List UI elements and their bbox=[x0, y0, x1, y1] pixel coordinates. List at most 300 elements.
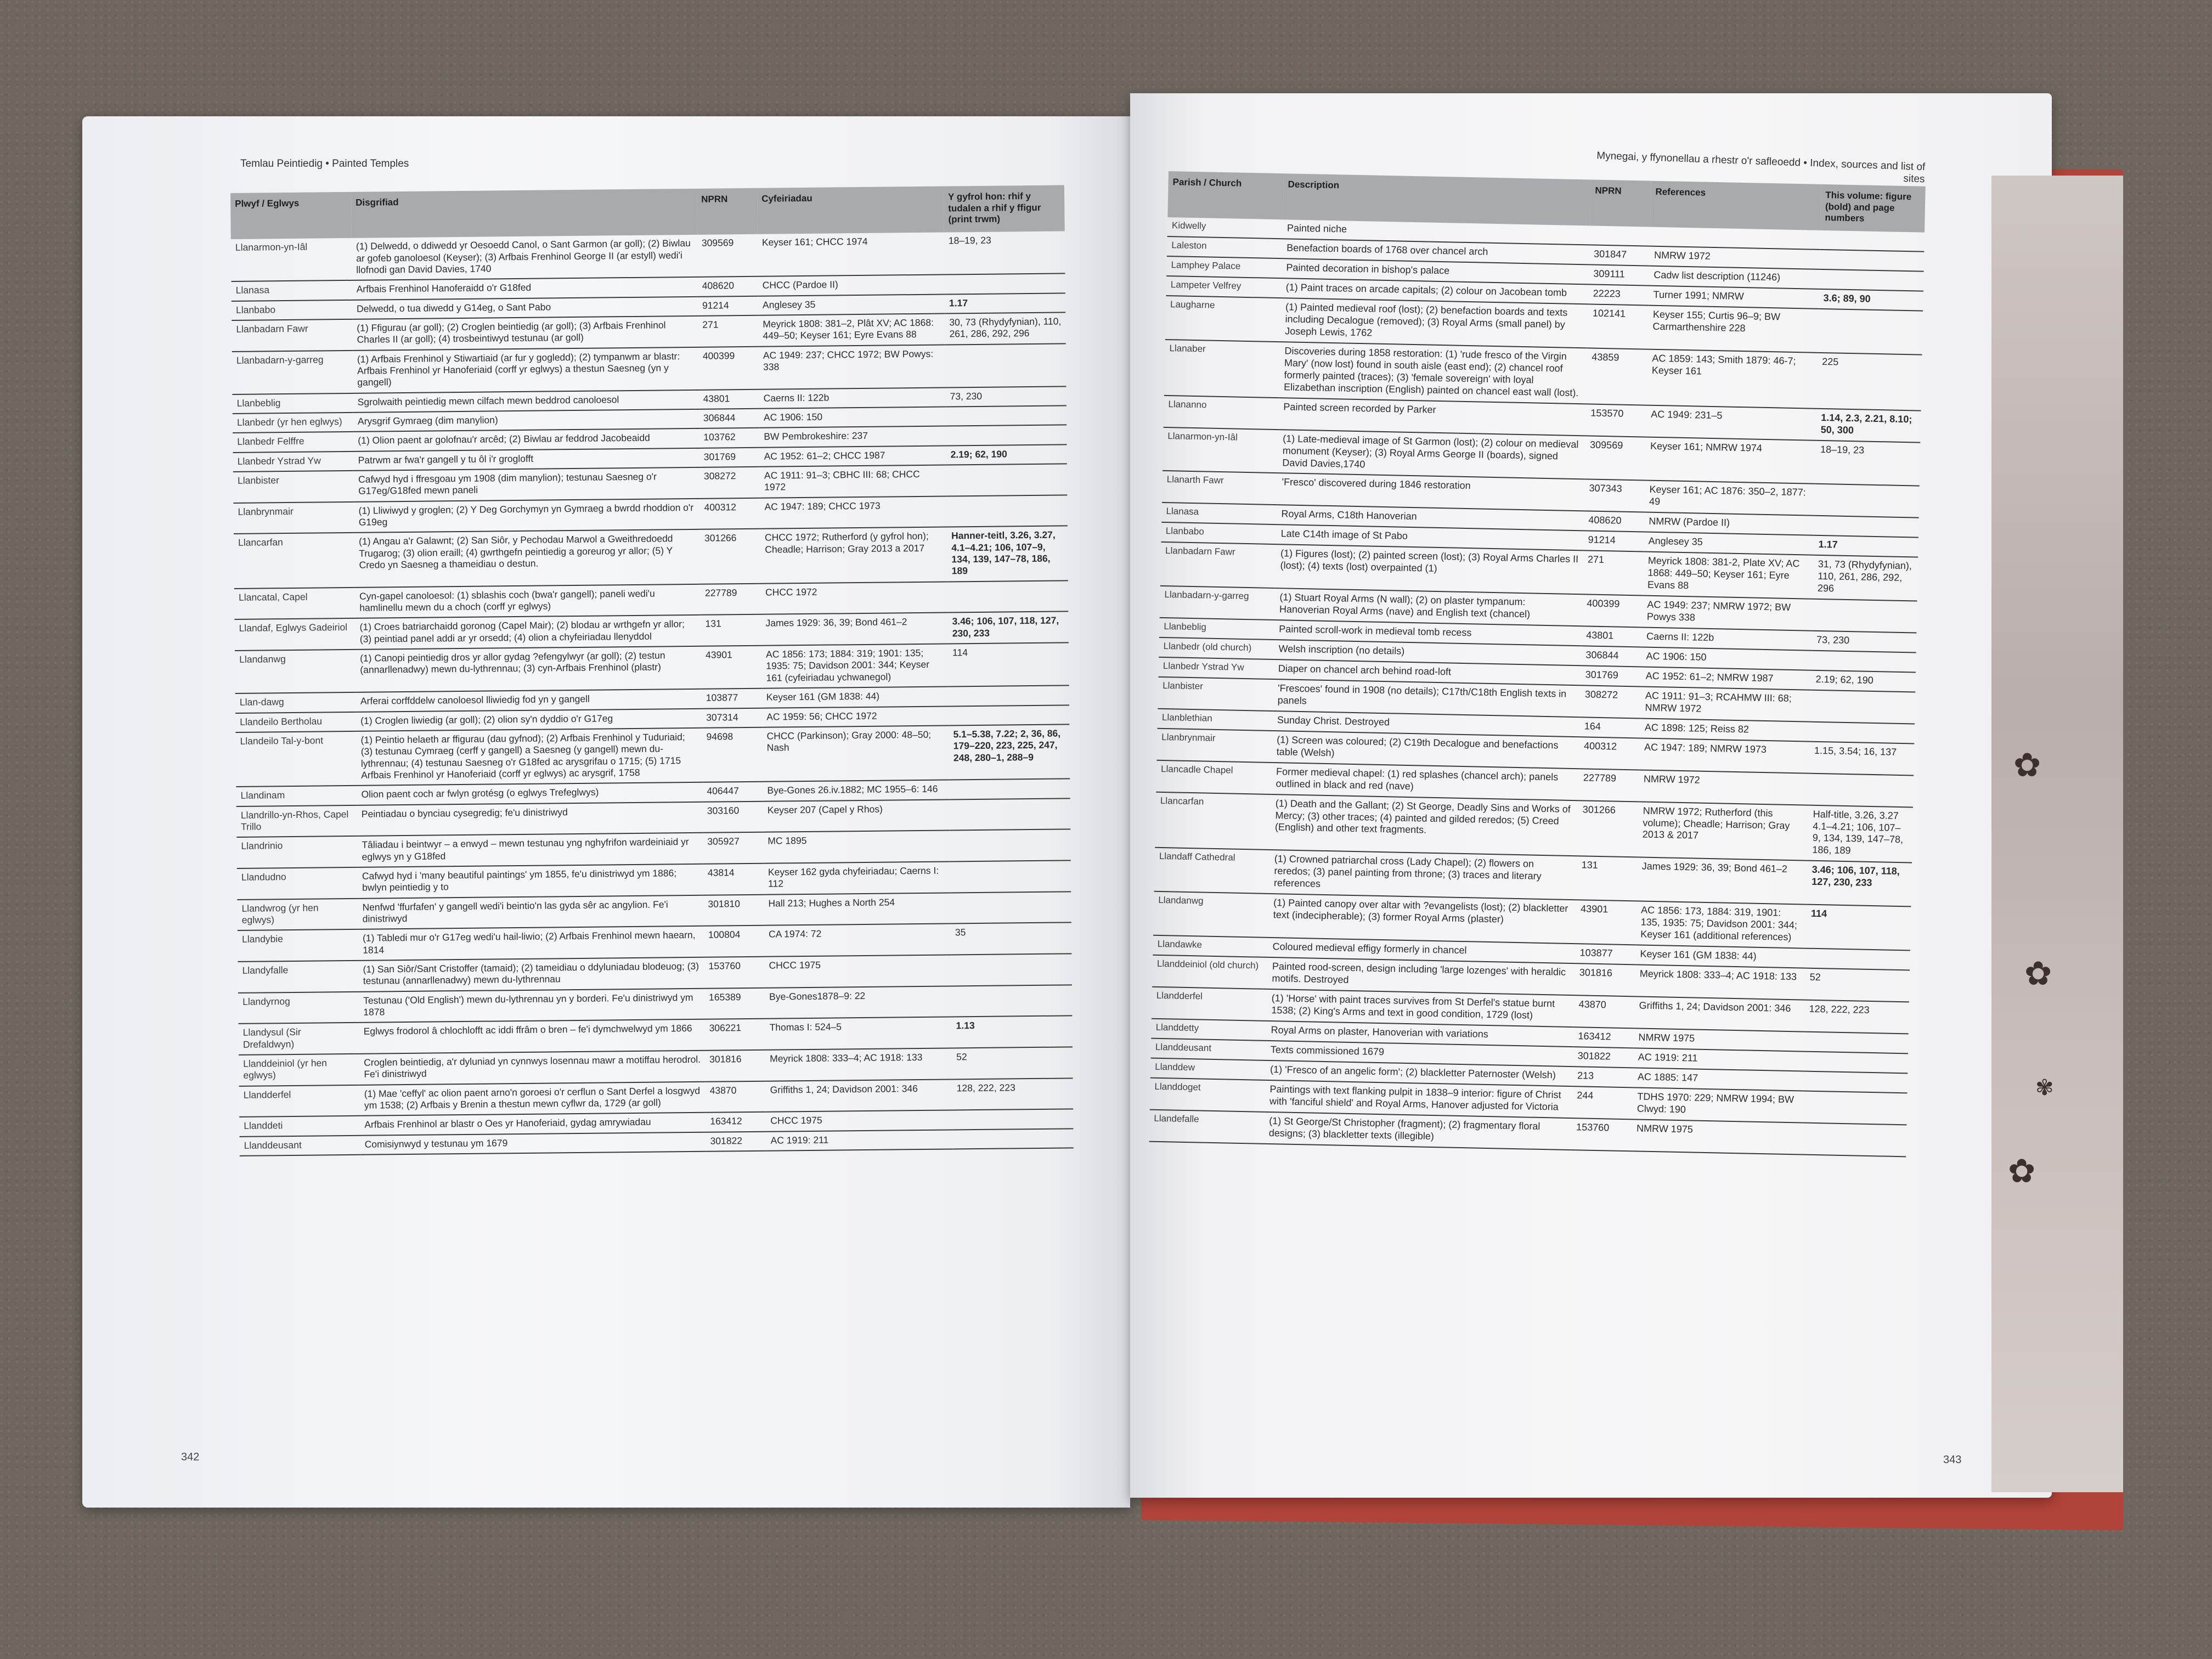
volume-cell: 52 bbox=[952, 1047, 1073, 1079]
description-cell: (1) Angau a'r Galawnt; (2) San Siôr, y Pechodau Marwol a Gweithredoedd Trugarog; (3) olion eraill; (4) gwrthgefn peintiedig a goreurog yr allor; (5) Y Credo yn Saesneg a thameidiau o destun. bbox=[354, 529, 701, 587]
place-cell: Llandefalle bbox=[1149, 1109, 1265, 1143]
page-edge-photograph bbox=[1991, 176, 2123, 1492]
nprn-cell: 309111 bbox=[1589, 265, 1650, 286]
nprn-cell: 301822 bbox=[706, 1132, 766, 1152]
description-cell: (1) St George/St Christopher (fragment); (2) fragmentary floral designs; (3) blackletter texts (illegible) bbox=[1264, 1111, 1572, 1149]
description-cell: (1) Croglen liwiedig (ar goll); (2) olion sy'n dyddio o'r G17eg bbox=[356, 708, 702, 731]
nprn-cell: 91214 bbox=[1583, 531, 1644, 552]
nprn-cell: 301810 bbox=[703, 894, 764, 926]
nprn-cell: 301266 bbox=[1577, 800, 1639, 857]
description-cell: Sunday Christ. Destroyed bbox=[1273, 711, 1581, 737]
place-cell: Llanbedr (old church) bbox=[1159, 637, 1274, 659]
references-cell: CHCC (Parkinson); Gray 2000: 48–50; Nash bbox=[762, 725, 949, 782]
table-row bbox=[235, 643, 1069, 694]
place-cell: Llanbedr Felffre bbox=[233, 432, 353, 452]
place-cell: Llanbrynmair bbox=[1156, 729, 1272, 763]
volume-cell bbox=[1820, 230, 1925, 252]
references-cell: Caerns II: 122b bbox=[1642, 628, 1813, 651]
description-cell: Late C14th image of St Pabo bbox=[1276, 524, 1584, 550]
references-cell: NMRW 1972 bbox=[1650, 246, 1820, 269]
references-cell: Keyser 155; Curtis 96–9; BW Carmarthenshire 228 bbox=[1648, 306, 1819, 353]
references-cell: Thomas I: 524–5 bbox=[765, 1017, 952, 1050]
references-cell: MC 1895 bbox=[763, 831, 950, 864]
table-row bbox=[232, 343, 1066, 394]
references-cell: CA 1974: 72 bbox=[764, 924, 951, 957]
references-cell: NMRW 1975 bbox=[1632, 1119, 1802, 1154]
nprn-cell: 306844 bbox=[1581, 646, 1642, 667]
volume-cell bbox=[949, 686, 1069, 706]
parish-header: Parish / Church bbox=[1167, 171, 1284, 219]
nprn-cell: 102141 bbox=[1588, 304, 1649, 349]
references-cell: Keyser 161; CHCC 1974 bbox=[758, 233, 945, 276]
nprn-cell: 43870 bbox=[1574, 995, 1635, 1028]
references-cell: Griffiths 1, 24; Davidson 2001: 346 bbox=[766, 1079, 953, 1112]
volume-cell bbox=[950, 860, 1071, 893]
description-cell: (1) Croes batriarchaidd goronog (Capel Mair); (2) blodau ar wrthgefn yr allor; (3) peintiad panel addi ar yr orsedd; (4) olion a chyfeiriadau llenyddol bbox=[355, 615, 701, 650]
volume-cell: 2.19; 62, 190 bbox=[946, 444, 1066, 465]
description-cell: Arferai corffddelw canoloesol lliwiedig fod yn y gangell bbox=[356, 689, 702, 712]
description-cell: Testunau ('Old English') mewn du-lythrennau yn y borderi. Fe'u dinistriwyd ym 1878 bbox=[359, 988, 705, 1023]
place-cell: Lampeter Velfrey bbox=[1166, 276, 1282, 298]
description-cell: Coloured medieval effigy formerly in chancel bbox=[1268, 938, 1576, 963]
references-cell: Turner 1991; NMRW bbox=[1649, 286, 1819, 309]
references-cell: AC 1856: 173, 1884: 319, 1901: 135, 1935: 75; Davidson 2001: 344; Keyser 161 (additional references) bbox=[1636, 901, 1807, 949]
nprn-cell: 43814 bbox=[703, 864, 764, 895]
description-cell: (1) Lliwiwyd y groglen; (2) Y Deg Gorchymyn yn Gymraeg a bwrdd rhoddion o'r G19eg bbox=[354, 499, 700, 533]
left-sites-table bbox=[230, 185, 1074, 1156]
references-cell: Bye-Gones1878–9: 22 bbox=[765, 986, 952, 1019]
place-cell: Llandyfalle bbox=[238, 961, 359, 993]
nprn-cell: 306844 bbox=[699, 409, 759, 428]
nprn-cell: 43901 bbox=[1576, 900, 1637, 945]
description-cell: 'Frescoes' found in 1908 (no details); C17th/C18th English texts in panels bbox=[1273, 679, 1581, 717]
description-cell: (1) Figures (lost); (2) painted screen (lost); (3) Royal Arms Charles II (lost); (4) texts (lost) overpainted (1) bbox=[1276, 544, 1583, 594]
volume-cell: 2.19; 62, 190 bbox=[1811, 670, 1916, 692]
description-cell: 'Fresco' discovered during 1846 restoration bbox=[1277, 473, 1585, 511]
nprn-cell: 309569 bbox=[697, 234, 758, 277]
references-cell: AC 1859: 143; Smith 1879: 46-7; Keyser 161 bbox=[1647, 349, 1818, 408]
nprn-cell: 153760 bbox=[1571, 1118, 1632, 1151]
place-cell: Llanasa bbox=[1161, 503, 1277, 524]
volume-cell bbox=[1810, 721, 1915, 743]
nprn-cell: 227789 bbox=[701, 584, 761, 616]
nprn-cell: 43870 bbox=[706, 1081, 766, 1113]
volume-cell bbox=[946, 464, 1068, 496]
place-cell: Llandudno bbox=[237, 867, 358, 900]
volume-cell: 73, 230 bbox=[1812, 631, 1917, 653]
references-cell: Caerns II: 122b bbox=[759, 387, 945, 409]
volume-cell: Half-title, 3.26, 3.27 4.1–4.21; 106, 107–9, 134, 139, 147–78, 186, 189 bbox=[1808, 805, 1913, 863]
place-cell: Llandinam bbox=[236, 786, 357, 806]
place-cell: Llanbrynmair bbox=[233, 502, 354, 534]
description-cell: Painted decoration in bishop's palace bbox=[1282, 258, 1589, 284]
nprn-cell: 309569 bbox=[1585, 436, 1646, 481]
nprn-cell: 307314 bbox=[702, 708, 762, 727]
description-cell: (1) San Siôr/Sant Cristoffer (tamaid); (2) tameidiau o ddyluniadau blodeuog; (3) testunau (annarllenadwy) mewn du-lythrennau bbox=[358, 957, 704, 992]
references-cell: Keyser 207 (Capel y Rhos) bbox=[763, 799, 950, 832]
references-cell: Meyrick 1808: 381-2, Plate XV; AC 1868: 449–50; Keyser 161; Eyre Evans 88 bbox=[1643, 552, 1814, 599]
description-cell: (1) Crowned patriarchal cross (Lady Chapel); (2) flowers on reredos; (3) panel painting from throne; (3) traces and literary references bbox=[1269, 850, 1577, 900]
nprn-cell: 303160 bbox=[703, 801, 764, 833]
description-cell: (1) 'Fresco of an angelic form'; (2) blackletter Paternoster (Welsh) bbox=[1266, 1060, 1573, 1086]
description-cell: Cafwyd hyd i 'many beautiful paintings' ym 1855, fe'u dinistriwyd ym 1886; bwlyn peintiedig y to bbox=[358, 864, 704, 899]
volume-cell: Hanner-teitl, 3.26, 3.27, 4.1–4.21; 106, 107–9, 134, 139, 147–78, 186, 189 bbox=[947, 526, 1068, 582]
place-cell: Laugharne bbox=[1165, 296, 1282, 342]
description-cell: Paintings with text flanking pulpit in 1838–9 interior: figure of Christ with 'fanciful shield' and Royal Arms, Hanover adjusted for Victoria bbox=[1265, 1080, 1573, 1118]
place-cell: Llananno bbox=[1164, 396, 1279, 430]
volume-cell bbox=[1814, 516, 1919, 538]
description-cell: Peintiadau o bynciau cysegredig; fe'u dinistriwyd bbox=[357, 802, 703, 836]
references-cell: James 1929: 36, 39; Bond 461–2 bbox=[761, 613, 948, 646]
volume-cell: 225 bbox=[1817, 353, 1922, 411]
references-cell: AC 1959: 56; CHCC 1972 bbox=[762, 706, 949, 727]
description-cell: (1) Stuart Royal Arms (N wall); (2) on plaster tympanum: Hanoverian Royal Arms (nave) and English text (chancel) bbox=[1275, 588, 1583, 626]
references-cell: Meyrick 1808: 333–4; AC 1918: 133 bbox=[765, 1048, 952, 1081]
place-cell: Llanbadarn Fawr bbox=[1160, 542, 1277, 588]
description-cell: Tâliadau i beintwyr – a enwyd – mewn testunau yng nghyfrifon wardeiniaid yr eglwys yn y G18fed bbox=[357, 833, 703, 867]
description-cell: Welsh inscription (no details) bbox=[1274, 640, 1582, 665]
place-cell: Llancadle Chapel bbox=[1156, 760, 1272, 794]
nprn-cell: 163412 bbox=[1573, 1027, 1634, 1048]
nprn-cell: 103762 bbox=[699, 428, 759, 448]
volume-header: Y gyfrol hon: rhif y tudalen a rhif y ffigur (print trwm) bbox=[944, 185, 1065, 232]
place-cell: Llanbadarn-y-garreg bbox=[1160, 586, 1276, 620]
volume-cell bbox=[949, 779, 1070, 799]
place-cell: Llanddeiniol (yr hen eglwys) bbox=[239, 1054, 360, 1086]
place-cell: Llanaber bbox=[1164, 340, 1280, 398]
place-cell: Llandanwg bbox=[235, 650, 356, 693]
nprn-cell: 301769 bbox=[699, 447, 759, 467]
nprn-cell: 43801 bbox=[698, 389, 759, 409]
volume-cell bbox=[945, 343, 1066, 387]
volume-cell: 3.46; 106, 107, 118, 127, 230, 233 bbox=[1807, 861, 1912, 907]
volume-cell bbox=[1803, 1071, 1908, 1093]
volume-cell bbox=[1809, 773, 1914, 807]
description-header: Description bbox=[1283, 173, 1591, 225]
place-cell: Llandderfel bbox=[239, 1085, 360, 1118]
volume-cell bbox=[1805, 949, 1910, 970]
volume-header: This volume: figure (bold) and page numbers bbox=[1820, 184, 1926, 233]
nprn-cell: 163412 bbox=[706, 1112, 766, 1132]
description-cell: Sgrolwaith peintiedig mewn cilfach mewn beddrod canoloesol bbox=[353, 390, 699, 412]
description-cell: Painted scroll-work in medieval tomb recess bbox=[1274, 620, 1582, 646]
place-cell: Llanbedr (yr hen eglwys) bbox=[233, 413, 353, 433]
references-cell: Keyser 162 gyda chyfeiriadau; Caerns I: 112 bbox=[764, 861, 951, 894]
place-cell: Llanbedr Ystrad Yw bbox=[1158, 657, 1274, 679]
nprn-cell: 91214 bbox=[698, 296, 758, 315]
description-cell: Olion paent coch ar fwlyn grotésg (o eglwys Trefeglwys) bbox=[357, 782, 702, 805]
nprn-cell: 400312 bbox=[699, 498, 760, 529]
place-cell: Llancarfan bbox=[1155, 792, 1271, 850]
volume-cell bbox=[950, 830, 1071, 862]
description-cell: Comisiynwyd y testunau ym 1679 bbox=[360, 1132, 706, 1155]
nprn-cell: 400399 bbox=[1582, 594, 1643, 627]
description-cell: (1) Ffigurau (ar goll); (2) Croglen beintiedig (ar goll); (3) Arfbais Frenhinol Charles II (ar goll); (4) trosbeintiwyd testunau (ar goll) bbox=[352, 316, 698, 351]
references-cell: Meyrick 1808: 381–2, Plât XV; AC 1868: 449–50; Keyser 161; Eyre Evans 88 bbox=[758, 313, 945, 346]
description-cell: (1) Late-medieval image of St Garmon (lost); (2) colour on medieval monument (Keyser); (3) Royal Arms George II (boards), signed David Davies,1740 bbox=[1278, 430, 1585, 479]
references-cell: CHCC 1975 bbox=[766, 1110, 952, 1132]
volume-cell bbox=[1812, 651, 1916, 673]
volume-cell: 3.46; 106, 107, 118, 127, 230, 233 bbox=[947, 612, 1069, 644]
description-cell: Discoveries during 1858 restoration: (1) 'rude fresco of the Virgin Mary' (now lost) found in south aisle (east end); (2) chancel roof formerly painted (traces); (3) 'female sovereign' with loyal Elizabethan inscription (English) painted on chancel east wall (lost). bbox=[1279, 342, 1588, 404]
volume-cell bbox=[1802, 1091, 1907, 1125]
volume-cell: 31, 73 (Rhydyfynian), 110, 261, 286, 292, 296 bbox=[1813, 555, 1918, 601]
description-cell: Former medieval chapel: (1) red splashes (chancel arch); panels outlined in black and red (nave) bbox=[1271, 763, 1579, 800]
volume-cell: 128, 222, 223 bbox=[952, 1078, 1074, 1110]
volume-cell: 114 bbox=[948, 643, 1069, 687]
place-cell: Llanbedr Ystrad Yw bbox=[233, 452, 354, 472]
references-cell: Anglesey 35 bbox=[1644, 532, 1814, 555]
references-cell: AC 1919: 211 bbox=[1633, 1048, 1804, 1071]
volume-cell: 52 bbox=[1805, 968, 1910, 1002]
description-cell: Royal Arms, C18th Hanoverian bbox=[1277, 505, 1584, 531]
references-cell: AC 1952: 61–2; CHCC 1987 bbox=[759, 445, 946, 467]
volume-cell bbox=[1815, 484, 1920, 518]
volume-cell bbox=[1820, 250, 1925, 272]
nprn-cell: 43901 bbox=[701, 646, 762, 689]
nprn-cell: 131 bbox=[701, 614, 761, 646]
references-cell: AC 1906: 150 bbox=[759, 407, 946, 428]
place-cell: Llanarmon-yn-Iâl bbox=[231, 238, 352, 281]
description-cell: Cafwyd hyd i ffresgoau ym 1908 (dim manylion); testunau Saesneg o'r G17eg/G18fed mewn paneli bbox=[354, 467, 700, 502]
volume-cell bbox=[951, 985, 1073, 1017]
description-cell: (1) Painted canopy over altar with ?evangelists (lost); (2) blackletter text (indecipherable); (3) former Royal Arms (plaster) bbox=[1268, 894, 1576, 944]
references-header: Cyfeiriadau bbox=[757, 187, 944, 234]
volume-cell bbox=[1818, 309, 1923, 355]
place-cell: Kidwelly bbox=[1167, 217, 1283, 239]
place-cell: Llandanwg bbox=[1153, 891, 1269, 938]
references-cell: AC 1949: 237; CHCC 1972; BW Powys: 338 bbox=[759, 345, 946, 389]
description-cell: Arfbais Frenhinol ar blastr o Oes yr Hanoferiaid, gydag amrywiadau bbox=[360, 1113, 706, 1135]
place-cell: Llanarmon-yn-Iâl bbox=[1163, 427, 1279, 473]
nprn-cell: 103877 bbox=[1575, 944, 1636, 964]
place-cell: Llandwrog (yr hen eglwys) bbox=[237, 898, 358, 930]
description-cell: (1) 'Horse' with paint traces survives from St Derfel's statue burnt 1538; (2) King's Arms and text in good condition, 1729 (lost) bbox=[1267, 989, 1575, 1027]
description-cell: Delwedd, o tua diwedd y G14eg, o Sant Pabo bbox=[352, 296, 698, 319]
volume-cell: 30, 73 (Rhydyfynian), 110, 261, 286, 292, 296 bbox=[945, 312, 1066, 345]
nprn-cell: 301769 bbox=[1581, 665, 1641, 686]
volume-cell bbox=[950, 798, 1071, 831]
place-cell: Llanbister bbox=[233, 471, 354, 503]
volume-cell bbox=[951, 953, 1072, 986]
place-cell: Llanddeusant bbox=[1151, 1038, 1267, 1060]
description-header: Disgrifiad bbox=[351, 189, 697, 238]
place-cell: Llanddew bbox=[1150, 1058, 1266, 1080]
place-cell: Llanblethian bbox=[1158, 709, 1273, 731]
description-cell: Painted rood-screen, design including 'large lozenges' with heraldic motifs. Destroyed bbox=[1267, 957, 1575, 995]
description-cell: Painted niche bbox=[1283, 219, 1590, 245]
left-page-number: 342 bbox=[181, 1451, 200, 1463]
place-cell: Llandybie bbox=[238, 929, 359, 962]
description-cell: (1) Arfbais Frenhinol y Stiwartiaid (ar fur y gogledd); (2) tympanwm ar blastr: Arfbais Frenhinol yr Hanoferiaid (corff yr eglwys) a thestun Saesneg (yn y gangell) bbox=[353, 347, 699, 393]
nprn-cell: 227789 bbox=[1578, 769, 1639, 802]
nprn-cell: 103877 bbox=[702, 689, 762, 708]
right-page-number: 343 bbox=[1943, 1454, 1962, 1466]
references-cell: Bye-Gones 26.iv.1882; MC 1955–6: 146 bbox=[763, 780, 949, 802]
references-header: References bbox=[1650, 181, 1821, 230]
nprn-cell bbox=[1589, 226, 1650, 246]
nprn-cell: 153760 bbox=[704, 957, 765, 989]
references-cell: AC 1856: 173; 1884: 319; 1901: 135; 1935: 75; Davidson 2001: 344; Keyser 161 (cyfeiriadau ychwanegol) bbox=[761, 644, 949, 689]
description-cell: Patrwm ar fwa'r gangell y tu ôl i'r groglofft bbox=[354, 448, 699, 470]
volume-cell: 1.15, 3.54; 16, 137 bbox=[1809, 741, 1914, 775]
volume-cell: 114 bbox=[1806, 905, 1911, 951]
description-cell: (1) Tabledi mur o'r G17eg wedi'u hail-liwio; (2) Arfbais Frenhinol mewn haearn, 1814 bbox=[358, 926, 704, 961]
volume-cell bbox=[1810, 690, 1915, 724]
description-cell: Texts commissioned 1679 bbox=[1266, 1041, 1574, 1066]
place-cell: Laleston bbox=[1167, 236, 1283, 258]
description-cell: Eglwys frodorol â chlochlofft ac iddi ffrâm o bren – fe'i dymchwelwyd ym 1866 bbox=[359, 1019, 706, 1054]
place-cell: Llanarth Fawr bbox=[1162, 471, 1278, 505]
volume-cell: 18–19, 23 bbox=[944, 232, 1065, 275]
nprn-cell: 301266 bbox=[700, 529, 761, 584]
nprn-cell: 301816 bbox=[1575, 963, 1635, 996]
place-cell: Llanddetty bbox=[1151, 1019, 1267, 1041]
volume-cell: 35 bbox=[951, 923, 1072, 955]
nprn-cell: 305927 bbox=[703, 832, 764, 864]
references-cell: Keyser 161; AC 1876: 350–2, 1877: 49 bbox=[1645, 481, 1815, 516]
description-cell: (1) Paint traces on arcade capitals; (2) colour on Jacobean tomb bbox=[1281, 278, 1589, 304]
references-cell: Anglesey 35 bbox=[758, 294, 945, 315]
description-cell: (1) Peintio helaeth ar ffigurau (dau gyfnod); (2) Arfbais Frenhinol y Tuduriaid; (3) testunau Cymraeg (cerff y gangell) a Saesneg (y gangell) mewn du-lythrennau; (4) testunau Saesneg o'r G18fed ac arysgrifau o 1715; (5) 1715 Arfbais Frenhinol yr Hanoferiaid (corff yr eglwys) ac arysgrif, 1758 bbox=[356, 728, 702, 786]
place-cell: Llancatal, Capel bbox=[234, 588, 356, 620]
references-cell: AC 1906: 150 bbox=[1641, 647, 1812, 670]
description-cell: Croglen beintiedig, a'r dyluniad yn cynnwys losennau mawr a motiffau herodrol. Fe'i dinistriwyd bbox=[359, 1051, 706, 1085]
place-cell: Llanbister bbox=[1158, 677, 1273, 711]
parish-header: Plwyf / Eglwys bbox=[230, 192, 352, 239]
description-cell: Royal Arms on plaster, Hanoverian with variations bbox=[1266, 1021, 1574, 1047]
references-cell: AC 1947: 189; NMRW 1973 bbox=[1639, 738, 1810, 773]
flower-icon: ✿ bbox=[2008, 1153, 2036, 1189]
volume-cell bbox=[947, 580, 1069, 613]
nprn-cell: 165389 bbox=[704, 988, 765, 1019]
volume-cell: 3.6; 89, 90 bbox=[1819, 289, 1923, 311]
nprn-cell: 43859 bbox=[1587, 348, 1648, 405]
place-cell: Llanddeiniol (old church) bbox=[1152, 955, 1268, 989]
table-row bbox=[235, 724, 1070, 787]
nprn-cell: 153570 bbox=[1585, 404, 1646, 437]
nprn-cell: 400312 bbox=[1579, 737, 1640, 770]
right-table-body bbox=[1149, 217, 1925, 1156]
nprn-cell: 406447 bbox=[702, 782, 763, 802]
references-cell: AC 1898: 125; Reiss 82 bbox=[1640, 718, 1810, 741]
place-cell: Llancarfan bbox=[234, 533, 355, 588]
references-cell: Meyrick 1808: 333–4; AC 1918: 133 bbox=[1635, 964, 1805, 1000]
references-cell: BW Pembrokeshire: 237 bbox=[759, 426, 946, 448]
references-cell: CHCC (Pardoe II) bbox=[758, 275, 945, 296]
nprn-cell: 43801 bbox=[1582, 626, 1643, 647]
place-cell: Llanbadarn Fawr bbox=[232, 319, 353, 352]
nprn-cell: 307343 bbox=[1584, 479, 1645, 512]
volume-cell bbox=[1802, 1122, 1906, 1156]
place-cell: Llandyrnog bbox=[238, 992, 359, 1024]
references-cell: CHCC 1972; Rutherford (y gyfrol hon); Cheadle; Harrison; Gray 2013 a 2017 bbox=[760, 527, 947, 584]
nprn-cell: 408620 bbox=[1584, 511, 1645, 532]
references-cell: James 1929: 36, 39; Bond 461–2 bbox=[1637, 857, 1808, 905]
references-cell: AC 1919: 211 bbox=[766, 1130, 952, 1151]
volume-cell: 5.1–5.38, 7.22; 2, 36, 86, 179–220, 223, 225, 247, 248, 280–1, 288–9 bbox=[949, 724, 1070, 780]
references-cell: Hall 213; Hughes a North 254 bbox=[764, 893, 951, 926]
left-table-header-row bbox=[230, 185, 1065, 239]
references-cell: AC 1952: 61–2; NMRW 1987 bbox=[1641, 667, 1812, 690]
right-sites-table bbox=[1149, 171, 1925, 1157]
place-cell: Lamphey Palace bbox=[1166, 256, 1282, 278]
references-cell: NMRW (Pardoe II) bbox=[1644, 512, 1815, 535]
volume-cell: 1.17 bbox=[1814, 535, 1918, 557]
volume-cell: 18–19, 23 bbox=[1815, 440, 1921, 486]
references-cell: AC 1947: 189; CHCC 1973 bbox=[760, 496, 947, 529]
place-cell: Llanddoget bbox=[1150, 1077, 1266, 1111]
nprn-cell: 22223 bbox=[1588, 284, 1649, 305]
nprn-cell: 271 bbox=[698, 315, 759, 347]
volume-cell bbox=[946, 425, 1066, 445]
nprn-cell: 244 bbox=[1572, 1086, 1633, 1119]
place-cell: Llanddeusant bbox=[240, 1136, 360, 1156]
description-cell: (1) Canopi peintiedig dros yr allor gydag ?efengylwyr (ar goll); (2) testun (annarllenadwy) mewn du-lythrennau; (3) cyn-Arfbais Frenhinol (plastr) bbox=[356, 646, 702, 692]
references-cell: Griffiths 1, 24; Davidson 2001: 346 bbox=[1634, 996, 1805, 1031]
references-cell: Keyser 161 (GM 1838: 44) bbox=[1635, 945, 1806, 968]
place-cell: Llanbadarn-y-garreg bbox=[232, 350, 353, 394]
nprn-cell: 301816 bbox=[705, 1050, 766, 1082]
place-cell: Llandrillo-yn-Rhos, Capel Trillo bbox=[236, 805, 358, 837]
volume-cell: 73, 230 bbox=[945, 386, 1066, 407]
description-cell: Cyn-gapel canoloesol: (1) sblashis coch (bwa'r gangell); paneli wedi'u hamlinellu mewn du a choch (corff yr eglwys) bbox=[355, 584, 701, 619]
nprn-cell: 308272 bbox=[1580, 685, 1641, 718]
volume-cell: 1.17 bbox=[945, 293, 1065, 313]
place-cell: Llanbabo bbox=[232, 300, 352, 320]
references-cell: AC 1949: 231–5 bbox=[1646, 405, 1816, 440]
volume-cell bbox=[1803, 1051, 1908, 1073]
volume-cell: 1.13 bbox=[951, 1016, 1073, 1048]
table-row bbox=[234, 526, 1068, 589]
place-cell: Llanbeblig bbox=[233, 393, 353, 414]
nprn-cell: 306221 bbox=[704, 1019, 765, 1051]
nprn-cell: 301822 bbox=[1573, 1047, 1634, 1068]
references-cell: AC 1911: 91–3; CBHC III: 68; CHCC 1972 bbox=[760, 465, 947, 498]
place-cell: Llan-dawg bbox=[235, 692, 356, 713]
place-cell: Llandaff Cathedral bbox=[1154, 848, 1271, 894]
place-cell: Llanbeblig bbox=[1159, 618, 1275, 640]
nprn-cell: 301847 bbox=[1589, 245, 1650, 266]
volume-cell bbox=[949, 705, 1069, 725]
references-cell: Keyser 161 (GM 1838: 44) bbox=[762, 687, 949, 708]
place-cell: Llandysul (Sir Drefaldwyn) bbox=[239, 1023, 360, 1055]
description-cell: (1) Delwedd, o ddiwedd yr Oesoedd Canol, o Sant Garmon (ar goll); (2) Biwlau ar gofeb ganoloesol (Keyser); (3) Arfbais Frenhinol George II (ar estyll) wedi'i llofnodi gan David Davies, 1740 bbox=[352, 235, 698, 280]
references-cell: CHCC 1972 bbox=[761, 582, 948, 614]
references-cell: AC 1911: 91–3; RCAHMW III: 68; NMRW 1972 bbox=[1640, 686, 1811, 721]
references-cell: Cadw list description (11246) bbox=[1649, 266, 1820, 289]
nprn-cell: 400399 bbox=[698, 346, 759, 390]
nprn-header: NPRN bbox=[1590, 179, 1651, 227]
nprn-cell: 131 bbox=[1576, 856, 1638, 901]
volume-cell: 1.14, 2.3, 2.21, 8.10; 50, 300 bbox=[1816, 408, 1921, 442]
nprn-cell: 213 bbox=[1573, 1066, 1634, 1087]
place-cell: Llandrinio bbox=[236, 836, 358, 868]
nprn-cell: 94698 bbox=[702, 727, 763, 782]
description-cell: Benefaction boards of 1768 over chancel arch bbox=[1282, 239, 1590, 264]
references-cell: AC 1885: 147 bbox=[1633, 1068, 1804, 1091]
description-cell: Diaper on chancel arch behind road-loft bbox=[1273, 659, 1581, 685]
volume-cell bbox=[950, 891, 1071, 924]
flower-icon: ✿ bbox=[2024, 955, 2052, 992]
place-cell: Llanasa bbox=[232, 280, 352, 301]
description-cell: Arfbais Frenhinol Hanoferaidd o'r G18fed bbox=[352, 277, 698, 300]
volume-cell bbox=[952, 1109, 1073, 1130]
references-cell: AC 1949: 237; NMRW 1972; BW Powys 338 bbox=[1642, 596, 1813, 631]
volume-cell bbox=[1804, 1031, 1909, 1053]
references-cell: NMRW 1972; Rutherford (this volume); Cheadle; Harrison; Gray 2013 & 2017 bbox=[1638, 802, 1809, 861]
volume-cell bbox=[1812, 599, 1917, 633]
